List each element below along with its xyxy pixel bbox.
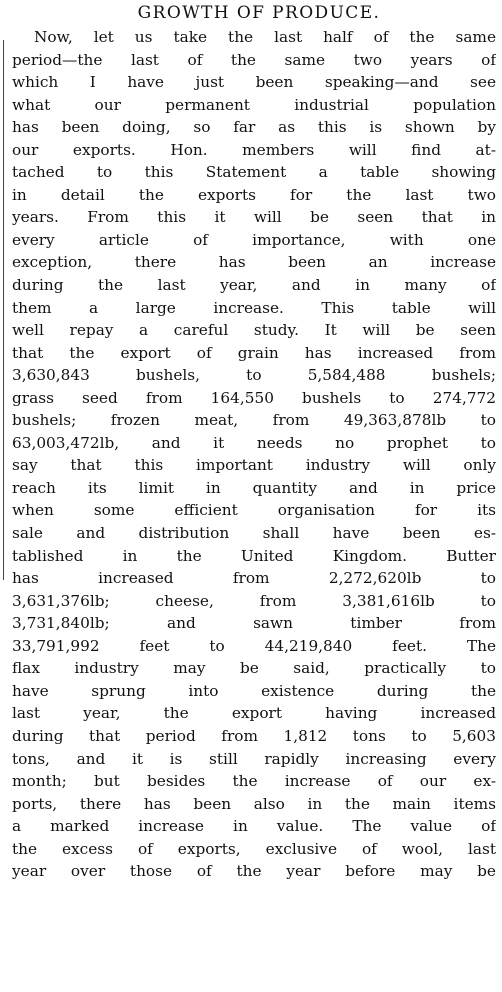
text-line: what our permanent industrial population — [12, 95, 496, 114]
text-line: our exports. Hon. members will find at- — [12, 140, 496, 159]
text-line: exception, there has been an increase — [12, 253, 496, 272]
text-line: bushels; frozen meat, from 49,363,878lb to — [12, 411, 496, 430]
text-line: every article of importance, with one — [12, 230, 496, 249]
text-line: sale and distribution shall have been es- — [12, 524, 496, 543]
text-line: month; but besides the increase of our ex- — [12, 772, 496, 791]
text-line: Now, let us take the last half of the same — [34, 28, 496, 46]
text-line: when some efficient organisation for its — [12, 501, 496, 520]
text-line: well repay a careful study. It will be seen — [12, 321, 496, 340]
text-line: year over those of the year before may be — [12, 862, 496, 881]
text-line: has increased from 2,272,620lb to — [12, 569, 496, 588]
text-line: tablished in the United Kingdom. Butter — [12, 546, 496, 565]
article-heading: GROWTH OF PRODUCE. — [137, 3, 381, 23]
text-line: has been doing, so far as this is shown by — [12, 118, 496, 137]
text-line: ports, there has been also in the main items — [12, 794, 496, 813]
text-line: the excess of exports, exclusive of wool, last — [12, 839, 496, 858]
text-line: period—the last of the same two years of — [12, 50, 496, 69]
text-line: reach its limit in quantity and in price — [12, 478, 496, 497]
text-line: say that this important industry will only — [12, 456, 496, 475]
text-line: them a large increase. This table will — [12, 298, 496, 317]
text-line: years. From this it will be seen that in — [12, 208, 496, 227]
text-line: in detail the exports for the last two — [12, 185, 496, 204]
text-line: 3,731,840lb; and sawn timber from — [12, 614, 496, 633]
text-line: tached to this Statement a table showing — [12, 163, 496, 182]
article-body — [12, 26, 496, 883]
text-line: during that period from 1,812 tons to 5,603 — [12, 726, 496, 745]
column-rule — [3, 40, 4, 580]
text-line: 63,003,472lb, and it needs no prophet to — [12, 433, 496, 452]
text-line: 3,630,843 bushels, to 5,584,488 bushels; — [12, 366, 496, 385]
text-line: last year, the export having increased — [12, 704, 496, 723]
text-line: during the last year, and in many of — [12, 276, 496, 295]
text-line: flax industry may be said, practically to — [12, 659, 496, 678]
text-line: have sprung into existence during the — [12, 681, 496, 700]
text-line: 33,791,992 feet to 44,219,840 feet. The — [12, 636, 496, 655]
text-line: tons, and it is still rapidly increasing every — [12, 749, 496, 768]
text-line: a marked increase in value. The value of — [12, 817, 496, 836]
text-line: that the export of grain has increased from — [12, 343, 496, 362]
text-line: grass seed from 164,550 bushels to 274,772 — [12, 388, 496, 407]
text-line: 3,631,376lb; cheese, from 3,381,616lb to — [12, 591, 496, 610]
text-line: which I have just been speaking—and see — [12, 73, 496, 92]
